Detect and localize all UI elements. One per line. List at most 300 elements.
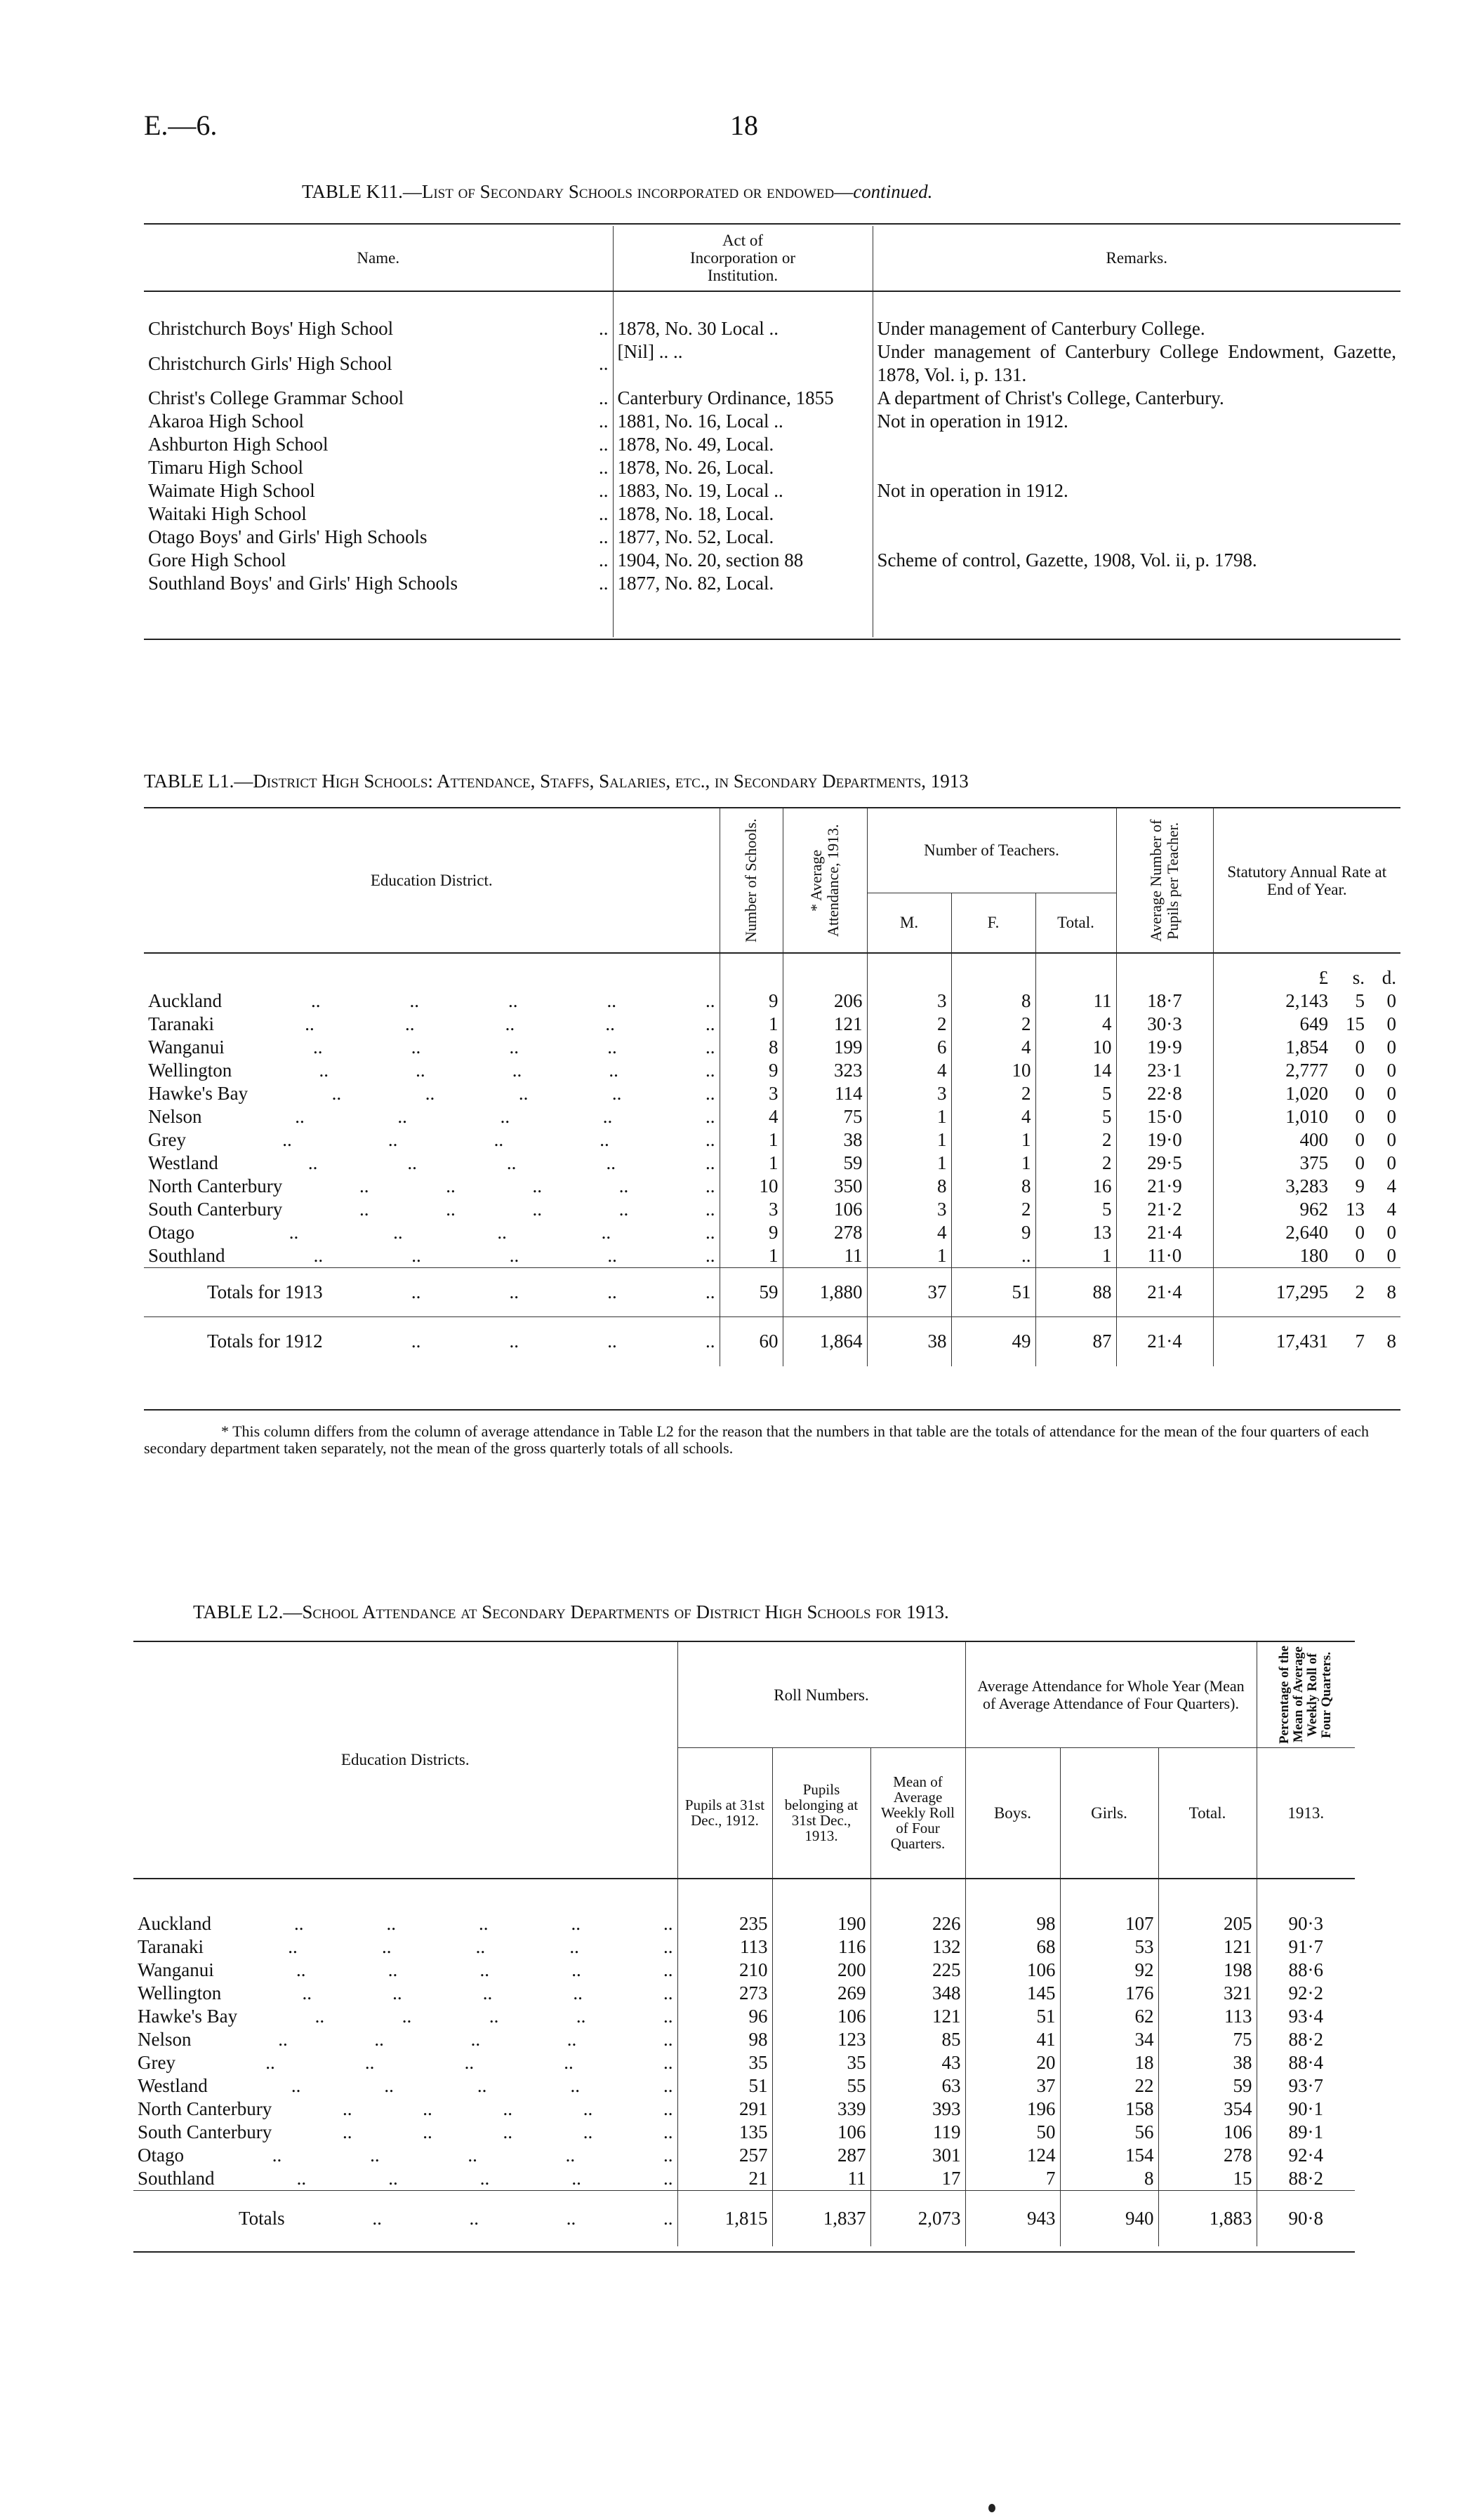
table-row <box>144 572 1400 595</box>
l1-value: 21·4 <box>1116 1221 1213 1244</box>
l1-district-cell <box>144 1198 720 1221</box>
l1-district: Auckland <box>148 990 222 1011</box>
leader-dots: .. <box>282 1129 292 1150</box>
leader-dots: .. <box>663 1912 673 1934</box>
leader-dots: .. <box>296 1959 306 1980</box>
l1-value: 13 <box>1346 1199 1365 1220</box>
table-row-spacer <box>144 595 1400 637</box>
table-row <box>133 2074 1355 2098</box>
l1-col-avg: Average Number of Pupils per Teacher. <box>1147 819 1182 942</box>
l1-value: 5 <box>1035 1198 1116 1221</box>
table-k11-title <box>302 181 932 203</box>
l2-value: 75 <box>1158 2028 1257 2051</box>
leader-dots: .. <box>313 1245 324 1266</box>
k11-act: 1878, No. 26, Local. <box>613 456 873 479</box>
leader-dots: .. <box>411 1245 421 1266</box>
table-row <box>133 2028 1355 2051</box>
leader-dots: .. <box>663 2144 673 2166</box>
l2-value: 135 <box>677 2121 772 2144</box>
leader-dots: .. <box>296 2167 307 2189</box>
leader-dots: .. <box>482 1982 493 2004</box>
leader-dots: .. <box>705 1222 715 1243</box>
leader-dots: .. <box>663 2098 673 2119</box>
l2-value: 113 <box>1158 2005 1257 2028</box>
k11-name-cell <box>144 479 613 502</box>
leader-dots: .. <box>599 434 609 455</box>
leader-dots: .. <box>319 1060 329 1081</box>
k11-remarks <box>873 433 1400 456</box>
l1-value: 0 <box>1386 1060 1397 1081</box>
leader-dots: .. <box>663 2121 673 2142</box>
l1-district: South Canterbury <box>148 1199 283 1220</box>
table-row <box>144 1036 1400 1059</box>
k11-school-name: Christchurch Boys' High School <box>148 318 394 339</box>
l2-value: 17 <box>870 2167 965 2191</box>
k11-act: 1881, No. 16, Local .. <box>613 410 873 433</box>
l2-district: Nelson <box>138 2028 192 2050</box>
l1-unit-pounds: £ <box>1213 953 1332 989</box>
l1-value: 1,864 <box>783 1317 867 1366</box>
leader-dots: .. <box>342 2098 352 2119</box>
l1-value: 206 <box>783 989 867 1013</box>
l1-district-cell <box>144 1105 720 1128</box>
k11-name-cell <box>144 317 613 340</box>
l1-value: 3 <box>867 989 951 1013</box>
k11-act: 1877, No. 52, Local. <box>613 526 873 549</box>
l1-value: 19·9 <box>1116 1036 1213 1059</box>
k11-school-name: Otago Boys' and Girls' High Schools <box>148 526 428 547</box>
leader-dots: .. <box>497 1222 507 1243</box>
l1-value: 0 <box>1386 1129 1397 1150</box>
leader-dots: .. <box>583 2098 593 2119</box>
l1-value: 21·9 <box>1116 1175 1213 1198</box>
table-row <box>144 1128 1400 1152</box>
l1-col-rate: Statutory Annual Rate at End of Year. <box>1213 808 1400 953</box>
leader-dots: .. <box>663 2051 673 2073</box>
l1-col-m: M. <box>867 893 951 953</box>
l2-value: 22 <box>1060 2074 1158 2098</box>
l2-value: 123 <box>772 2028 870 2051</box>
l1-value: 23·1 <box>1116 1059 1213 1082</box>
leader-dots: .. <box>576 2005 586 2027</box>
table-l2-title: TABLE L2.—School Attendance at Secondary Departments of District High Schools for 1913. <box>193 1601 949 1622</box>
l1-value: 1 <box>867 1244 951 1268</box>
l1-value: 1 <box>867 1105 951 1128</box>
k11-name-leader <box>148 526 609 549</box>
l1-value: 1,010 <box>1213 1105 1332 1128</box>
leader-dots: .. <box>425 1083 435 1104</box>
k11-school-name: Christchurch Girls' High School <box>148 352 392 374</box>
l2-value: 287 <box>772 2144 870 2167</box>
l1-value: 1 <box>951 1128 1035 1152</box>
l1-value: 114 <box>783 1082 867 1105</box>
l2-district: Auckland <box>138 1912 211 1934</box>
l2-col-year: 1913. <box>1257 1748 1355 1879</box>
leader-dots: .. <box>387 1959 398 1980</box>
leader-dots: .. <box>393 1222 403 1243</box>
l1-value: 8 <box>867 1175 951 1198</box>
leader-dots: .. <box>599 480 609 501</box>
leader-dots: .. <box>314 2005 325 2027</box>
l1-value: 4 <box>720 1105 783 1128</box>
l2-value: 51 <box>677 2074 772 2098</box>
l2-value: 56 <box>1060 2121 1158 2144</box>
l2-col-total: Total. <box>1158 1748 1257 1879</box>
l2-value: 200 <box>772 1959 870 1982</box>
leader-dots: .. <box>331 1083 342 1104</box>
l2-value: 35 <box>677 2051 772 2074</box>
l1-district-cell <box>144 1175 720 1198</box>
leader-dots: .. <box>565 2144 576 2166</box>
table-k11-title-continued: continued. <box>853 181 933 202</box>
l2-district-leader <box>138 2121 673 2144</box>
leader-dots: .. <box>409 990 419 1011</box>
k11-name-leader <box>148 479 609 502</box>
l1-value: 3 <box>867 1082 951 1105</box>
l1-value: 18·7 <box>1116 989 1213 1013</box>
l1-value: 6 <box>867 1036 951 1059</box>
l1-value: 0 <box>1355 1222 1365 1243</box>
l1-district: Westland <box>148 1152 218 1173</box>
leader-dots: .. <box>599 352 609 374</box>
l1-value: 1,854 <box>1213 1036 1332 1059</box>
leader-dots: .. <box>509 1331 519 1352</box>
l2-district: South Canterbury <box>138 2121 272 2142</box>
l1-value: 1 <box>720 1244 783 1268</box>
l2-value: 226 <box>870 1912 965 1935</box>
l1-col-schools: Number of Schools. <box>742 818 760 942</box>
table-row <box>144 1221 1400 1244</box>
l1-value: 106 <box>783 1198 867 1221</box>
l2-value: 11 <box>772 2167 870 2191</box>
table-row <box>144 989 1400 1013</box>
l2-district-cell <box>133 2098 677 2121</box>
k11-remarks: Not in operation in 1912. <box>873 479 1400 502</box>
l2-district: Wanganui <box>138 1959 214 1980</box>
l2-district-leader <box>138 1959 673 1982</box>
leader-dots: .. <box>278 2028 288 2050</box>
table-row <box>144 433 1400 456</box>
leader-dots: .. <box>464 2051 475 2073</box>
k11-remarks: Under management of Canterbury College Endowment, Gazette, 1878, Vol. i, p. 131. <box>873 340 1400 387</box>
l1-value: 10 <box>1035 1036 1116 1059</box>
l2-value: 92·2 <box>1257 1982 1355 2005</box>
l1-value: 4 <box>1035 1013 1116 1036</box>
l1-value: 962 <box>1213 1198 1332 1221</box>
k11-name-cell <box>144 387 613 410</box>
l1-value: 21·4 <box>1116 1268 1213 1317</box>
l1-value: 5 <box>1355 990 1365 1011</box>
l2-value: 88·4 <box>1257 2051 1355 2074</box>
leader-dots: .. <box>705 1245 715 1266</box>
leader-dots: .. <box>663 1982 673 2004</box>
leader-dots: .. <box>493 1129 504 1150</box>
l2-district-leader <box>138 1912 673 1935</box>
table-row <box>133 1959 1355 1982</box>
k11-school-name: Waitaki High School <box>148 503 307 524</box>
l1-value: 2 <box>951 1013 1035 1036</box>
l1-value: 10 <box>720 1175 783 1198</box>
leader-dots: .. <box>503 2098 512 2119</box>
k11-act: 1904, No. 20, section 88 <box>613 549 873 572</box>
l1-value: 2 <box>951 1198 1035 1221</box>
l1-value: 16 <box>1035 1175 1116 1198</box>
k11-remarks <box>873 572 1400 595</box>
k11-name-leader <box>148 433 609 456</box>
leader-dots: .. <box>372 2207 382 2229</box>
table-k11 <box>144 226 1400 637</box>
l1-value: 14 <box>1035 1059 1116 1082</box>
l2-district-cell <box>133 1959 677 1982</box>
l1-value: 323 <box>783 1059 867 1082</box>
l1-value: 375 <box>1213 1152 1332 1175</box>
k11-act: [Nil] .. .. <box>613 340 873 387</box>
k11-name-leader <box>148 502 609 526</box>
l2-district: Hawke's Bay <box>138 2005 238 2027</box>
l1-district: Nelson <box>148 1106 202 1127</box>
l1-value: 3 <box>867 1198 951 1221</box>
table-l1-title: TABLE L1.—District High Schools: Attendance, Staffs, Salaries, etc., in Secondary Departments, 1913 <box>144 771 969 792</box>
leader-dots: .. <box>265 2051 275 2073</box>
k11-name-leader <box>148 317 609 340</box>
l2-value: 51 <box>965 2005 1060 2028</box>
leader-dots: .. <box>705 1152 715 1173</box>
totals-row <box>133 2190 1355 2246</box>
leader-dots: .. <box>359 1175 369 1196</box>
l1-value: 2 <box>867 1013 951 1036</box>
leader-dots: .. <box>599 411 609 432</box>
leader-dots: .. <box>359 1199 369 1220</box>
l1-value: 11·0 <box>1116 1244 1213 1268</box>
l1-district-leader <box>148 1059 715 1082</box>
l1-value: 4 <box>1386 1175 1397 1196</box>
l2-district: Wellington <box>138 1982 222 2004</box>
l1-district-cell <box>144 989 720 1013</box>
k11-col-name: Name. <box>357 248 400 267</box>
l1-value: 3 <box>720 1198 783 1221</box>
totals-row <box>144 1317 1400 1366</box>
leader-dots: .. <box>571 1959 581 1980</box>
leader-dots: .. <box>705 1036 715 1058</box>
l1-col-total: Total. <box>1035 893 1116 953</box>
l1-district-cell <box>144 1152 720 1175</box>
leader-dots: .. <box>386 1912 396 1934</box>
l2-district-leader <box>138 2005 673 2028</box>
l2-value: 92 <box>1060 1959 1158 1982</box>
leader-dots: .. <box>705 1013 715 1034</box>
leader-dots: .. <box>509 1036 519 1058</box>
leader-dots: .. <box>663 2005 673 2027</box>
l1-district-leader <box>148 1082 715 1105</box>
l2-district: Southland <box>138 2167 215 2189</box>
k11-remarks <box>873 456 1400 479</box>
l1-value: 2,640 <box>1213 1221 1332 1244</box>
l1-value: 4 <box>867 1221 951 1244</box>
table-row <box>144 1198 1400 1221</box>
leader-dots: .. <box>609 1060 618 1081</box>
l1-value: 9 <box>720 1221 783 1244</box>
leader-dots: .. <box>599 503 609 524</box>
l1-value: 278 <box>783 1221 867 1244</box>
table-row <box>144 456 1400 479</box>
l1-value: 75 <box>783 1105 867 1128</box>
l2-value: 15 <box>1158 2167 1257 2191</box>
l2-value: 291 <box>677 2098 772 2121</box>
k11-remarks <box>873 502 1400 526</box>
leader-dots: .. <box>489 2005 499 2027</box>
l2-value: 107 <box>1060 1912 1158 1935</box>
l1-district-leader <box>148 1198 715 1221</box>
leader-dots: .. <box>505 1013 515 1034</box>
l2-value: 301 <box>870 2144 965 2167</box>
l2-value: 348 <box>870 1982 965 2005</box>
table-row <box>133 2167 1355 2191</box>
k11-name-cell <box>144 502 613 526</box>
leader-dots: .. <box>293 1912 304 1934</box>
l2-value: 41 <box>965 2028 1060 2051</box>
l2-district: Totals <box>239 2207 285 2229</box>
l1-unit-pence: d. <box>1382 967 1397 988</box>
l2-value: 121 <box>870 2005 965 2028</box>
l1-district-cell <box>144 1013 720 1036</box>
l2-value: 93·4 <box>1257 2005 1355 2028</box>
l2-value: 68 <box>965 1935 1060 1959</box>
leader-dots: .. <box>601 1222 611 1243</box>
page-number: 18 <box>730 109 758 141</box>
leader-dots: .. <box>705 1106 715 1127</box>
k11-act: 1878, No. 18, Local. <box>613 502 873 526</box>
l1-district-cell <box>144 1059 720 1082</box>
leader-dots: .. <box>705 1175 715 1196</box>
l1-value: 350 <box>783 1175 867 1198</box>
l2-value: 106 <box>772 2005 870 2028</box>
l1-district-leader <box>207 1281 715 1304</box>
l1-district-leader <box>148 1013 715 1036</box>
l1-value: 649 <box>1213 1013 1332 1036</box>
l1-value: 9 <box>720 1059 783 1082</box>
table-row <box>133 2051 1355 2074</box>
l1-value: 0 <box>1386 1083 1397 1104</box>
table-l2 <box>133 1642 1355 2246</box>
l1-value: 7 <box>1355 1331 1365 1352</box>
k11-act: 1883, No. 19, Local .. <box>613 479 873 502</box>
l2-district-leader <box>138 2028 673 2051</box>
l1-value: 37 <box>867 1268 951 1317</box>
k11-remarks: A department of Christ's College, Canterbury. <box>873 387 1400 410</box>
l1-footnote: * This column differs from the column of average attendance in Table L2 for the reason that the numbers in that table are the totals of attendance for the mean of the four quarters of each secondary department taken separately, not the mean of the gross quarterly totals of all schools. <box>144 1422 1370 1457</box>
totals-row <box>144 1268 1400 1317</box>
leader-dots: .. <box>663 2207 673 2229</box>
k11-name-leader <box>148 456 609 479</box>
leader-dots: .. <box>602 1106 613 1127</box>
leader-dots: .. <box>291 2074 301 2096</box>
k11-remarks: Not in operation in 1912. <box>873 410 1400 433</box>
k11-name-cell <box>144 340 613 387</box>
l1-value: 0 <box>1355 1129 1365 1150</box>
l1-value: 11 <box>1035 989 1116 1013</box>
l1-value: 3,283 <box>1213 1175 1332 1198</box>
l2-district: Grey <box>138 2051 175 2073</box>
leader-dots: .. <box>475 1935 486 1957</box>
l2-value: 943 <box>965 2190 1060 2246</box>
l1-district: Wellington <box>148 1060 232 1081</box>
leader-dots: .. <box>478 1912 489 1934</box>
l1-value: 22·8 <box>1116 1082 1213 1105</box>
l1-value: 15·0 <box>1116 1105 1213 1128</box>
leader-dots: .. <box>605 1013 615 1034</box>
leader-dots: .. <box>564 2051 574 2073</box>
k11-act: 1877, No. 82, Local. <box>613 572 873 595</box>
l2-value: 62 <box>1060 2005 1158 2028</box>
l2-value: 273 <box>677 1982 772 2005</box>
l1-value: 1 <box>951 1152 1035 1175</box>
leader-dots: .. <box>512 1060 522 1081</box>
l2-col-girls: Girls. <box>1060 1748 1158 1879</box>
l1-value: 59 <box>720 1268 783 1317</box>
l2-value: 50 <box>965 2121 1060 2144</box>
l1-value: 8 <box>1386 1331 1397 1352</box>
l1-value: 1,880 <box>783 1268 867 1317</box>
k11-school-name: Gore High School <box>148 549 286 571</box>
l1-district-cell <box>144 1268 720 1317</box>
l2-value: 145 <box>965 1982 1060 2005</box>
l2-value: 90·8 <box>1257 2190 1355 2246</box>
l2-value: 91·7 <box>1257 1935 1355 1959</box>
table-row <box>133 2121 1355 2144</box>
l2-value: 116 <box>772 1935 870 1959</box>
l2-value: 89·1 <box>1257 2121 1355 2144</box>
k11-remarks <box>873 526 1400 549</box>
l1-district: North Canterbury <box>148 1175 283 1196</box>
leader-dots: .. <box>607 1331 617 1352</box>
l1-value: 2,143 <box>1213 989 1332 1013</box>
leader-dots: .. <box>381 1935 392 1957</box>
l1-value: 9 <box>720 989 783 1013</box>
table-row <box>133 1912 1355 1935</box>
l2-value: 43 <box>870 2051 965 2074</box>
l2-value: 132 <box>870 1935 965 1959</box>
l1-value: 2 <box>1035 1152 1116 1175</box>
leader-dots: .. <box>307 1152 318 1173</box>
l2-district-cell <box>133 2051 677 2074</box>
leader-dots: .. <box>411 1331 421 1352</box>
l1-value: 0 <box>1355 1083 1365 1104</box>
l1-value: 4 <box>951 1036 1035 1059</box>
l2-district-leader <box>138 1982 673 2005</box>
l2-value: 354 <box>1158 2098 1257 2121</box>
l2-col-roll: Roll Numbers. <box>677 1642 965 1748</box>
l2-col-avg-attendance: Average Attendance for Whole Year (Mean of Average Attendance of Four Quarters). <box>965 1642 1257 1748</box>
l2-value: 158 <box>1060 2098 1158 2121</box>
l2-value: 8 <box>1060 2167 1158 2191</box>
k11-remarks: Under management of Canterbury College. <box>873 317 1400 340</box>
table-row <box>133 2005 1355 2028</box>
leader-dots: .. <box>611 1083 622 1104</box>
l1-value: 180 <box>1213 1244 1332 1268</box>
leader-dots: .. <box>310 990 321 1011</box>
l2-value: 37 <box>965 2074 1060 2098</box>
l1-value: 30·3 <box>1116 1013 1213 1036</box>
l1-value: 0 <box>1355 1245 1365 1266</box>
l1-value: 3 <box>720 1082 783 1105</box>
leader-dots: .. <box>532 1175 542 1196</box>
leader-dots: .. <box>374 2028 384 2050</box>
l2-value: 53 <box>1060 1935 1158 1959</box>
l2-value: 1,837 <box>772 2190 870 2246</box>
table-l1 <box>144 808 1400 1366</box>
leader-dots: .. <box>508 990 518 1011</box>
leader-dots: .. <box>583 2121 593 2142</box>
